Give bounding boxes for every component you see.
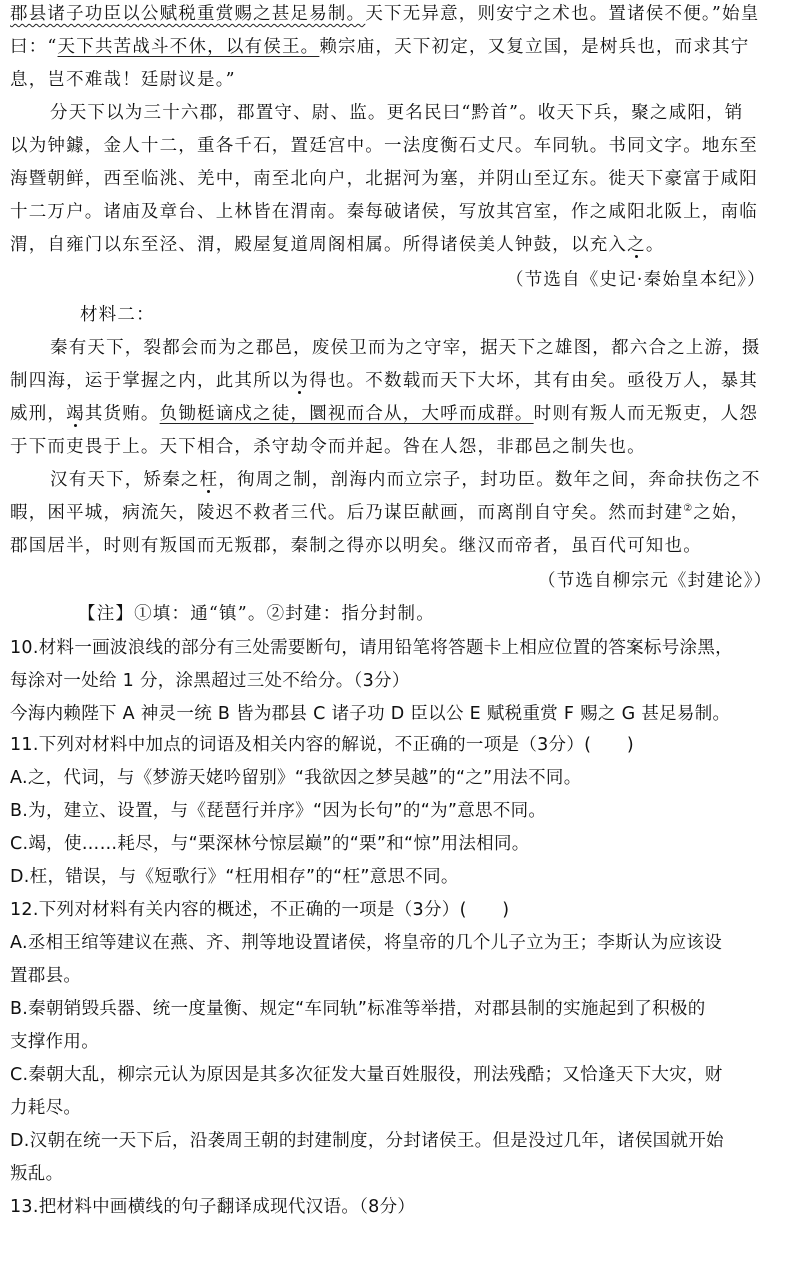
dotted-word-wang: 枉 bbox=[199, 470, 219, 490]
m2-line-3: 威刑，竭其货贿。负锄梃谪戍之徒，圜视而合从，大呼而成群。时则有叛人而无叛吏，人怨 bbox=[10, 404, 759, 424]
m1-wavy-sentence: 郡县诸子功臣以公赋税重赏赐之甚足易制。 bbox=[10, 4, 366, 24]
m2-line-4: 于下而吏畏于上。天下相合，杀守劫令而并起。咎在人怨，非郡邑之制失也。 bbox=[10, 437, 646, 457]
dotted-word-zhi: 之 bbox=[627, 235, 646, 255]
q12-option-b-line-2: 支撑作用。 bbox=[10, 1032, 99, 1052]
q12-option-c-line-1: C.秦朝大乱，柳宗元认为原因是其多次征发大量百姓服役，刑法残酷；又恰逢天下大灾，财 bbox=[10, 1065, 723, 1085]
q12-stem: 12.下列对材料有关内容的概述，不正确的一项是（3分）( ) bbox=[10, 900, 510, 920]
m1-line-8: 渭，自雍门以东至泾、渭，殿屋复道周阁相属。所得诸侯美人钟鼓，以充入之。 bbox=[10, 235, 665, 255]
m2-source: （节选自柳宗元《封建论》） bbox=[538, 571, 773, 591]
m2-heading: 材料二： bbox=[80, 305, 155, 325]
q12-option-c-line-2: 力耗尽。 bbox=[10, 1098, 82, 1118]
m1-line-4: 分天下以为三十六郡，郡置守、尉、监。更名民曰“黔首”。收天下兵，聚之咸阳，销 bbox=[50, 103, 744, 123]
footnote-marker-2: ② bbox=[683, 503, 694, 515]
m2-line-2: 制四海，运于掌握之内，此其所以为得也。不数载而天下大坏，其有由矣。亟役万人，暴其 bbox=[10, 371, 759, 391]
m2-line-7: 郡国居半，时则有叛国而无叛郡，秦制之得亦以明矣。继汉而帝者，虽百代可知也。 bbox=[10, 536, 702, 556]
m1-line-7: 十二万户。诸庙及章台、上林皆在渭南。秦每破诸侯，写放其宫室，作之咸阳北阪上，南临 bbox=[10, 202, 758, 222]
m2-line-6: 暇，困平城，病流矢，陵迟不救者三代。后乃谋臣献画，而离削自守矣。然而封建②之始， bbox=[10, 503, 750, 523]
m2-underlined-sentence: 负锄梃谪戍之徒，圜视而合从，大呼而成群。 bbox=[159, 404, 534, 424]
q12-option-a-line-2: 置郡县。 bbox=[10, 966, 82, 986]
m1-line-1: 郡县诸子功臣以公赋税重赏赐之甚足易制。天下无异意，则安宁之术也。置诸侯不便。”始皇 bbox=[10, 4, 760, 24]
q11-option-c: C.竭，使……耗尽，与“栗深林兮惊层巅”的“栗”和“惊”用法相同。 bbox=[10, 834, 530, 854]
q11-stem: 11.下列对材料中加点的词语及相关内容的解说，不正确的一项是（3分）( ) bbox=[10, 735, 635, 755]
q10-stem-line-1: 10.材料一画波浪线的部分有三处需要断句，请用铅笔将答题卡上相应位置的答案标号涂黑， bbox=[10, 638, 733, 658]
q12-option-d-line-1: D.汉朝在统一天下后，沿袭周王朝的封建制度，分封诸侯王。但是没过几年，诸侯国就开始 bbox=[10, 1131, 724, 1151]
q10-sentence: 今海内赖陛下 A 神灵一统 B 皆为郡县 C 诸子功 D 臣以公 E 赋税重赏 F 赐之 G 甚足易制。 bbox=[10, 704, 731, 724]
m1-source: （节选自《史记·秦始皇本纪》） bbox=[506, 270, 766, 290]
m1-line-5: 以为钟鐻，金人十二，重各千石，置廷宫中。一法度衡石丈尺。车同轨。书同文字。地东至 bbox=[10, 136, 758, 156]
annotation-note: 【注】①填：通“镇”。②封建：指分封制。 bbox=[78, 604, 435, 624]
q12-option-d-line-2: 叛乱。 bbox=[10, 1164, 64, 1184]
m1-line-6: 海暨朝鲜，西至临洮、羌中，南至北向户，北据河为塞，并阴山至辽东。徙天下豪富于咸阳 bbox=[10, 169, 758, 189]
q11-option-d: D.枉，错误，与《短歌行》“枉用相存”的“枉”意思不同。 bbox=[10, 867, 459, 887]
m2-line-1: 秦有天下，裂都会而为之郡邑，废侯卫而为之守宰，据天下之雄图，都六合之上游，摄 bbox=[50, 338, 761, 358]
q13-stem: 13.把材料中画横线的句子翻译成现代汉语。（8分） bbox=[10, 1197, 416, 1217]
q10-stem-line-2: 每涂对一处给 1 分，涂黑超过三处不给分。（3分） bbox=[10, 671, 410, 691]
m2-line-5: 汉有天下，矫秦之枉，徇周之制，剖海内而立宗子，封功臣。数年之间，奔命扶伤之不 bbox=[50, 470, 761, 490]
q12-option-b-line-1: B.秦朝销毁兵器、统一度量衡、规定“车同轨”标准等举措，对郡县制的实施起到了积极的 bbox=[10, 999, 706, 1019]
m1-line-3: 息，岂不难哉！廷尉议是。” bbox=[10, 70, 236, 90]
q12-option-a-line-1: A.丞相王绾等建议在燕、齐、荆等地设置诸侯，将皇帝的几个儿子立为王；李斯认为应该设 bbox=[10, 933, 723, 953]
dotted-word-wei: 为 bbox=[290, 371, 310, 391]
q11-option-b: B.为，建立、设置，与《琵琶行并序》“因为长句”的“为”意思不同。 bbox=[10, 801, 547, 821]
q11-option-a: A.之，代词，与《梦游天姥吟留别》“我欲因之梦吴越”的“之”用法不同。 bbox=[10, 768, 582, 788]
m1-underlined-sentence: 天下共苦战斗不休，以有侯王。 bbox=[57, 37, 320, 57]
dotted-word-jie: 竭 bbox=[66, 404, 85, 424]
m1-line-2: 曰：“天下共苦战斗不休，以有侯王。赖宗庙，天下初定，又复立国，是树兵也，而求其宁 bbox=[10, 37, 750, 57]
